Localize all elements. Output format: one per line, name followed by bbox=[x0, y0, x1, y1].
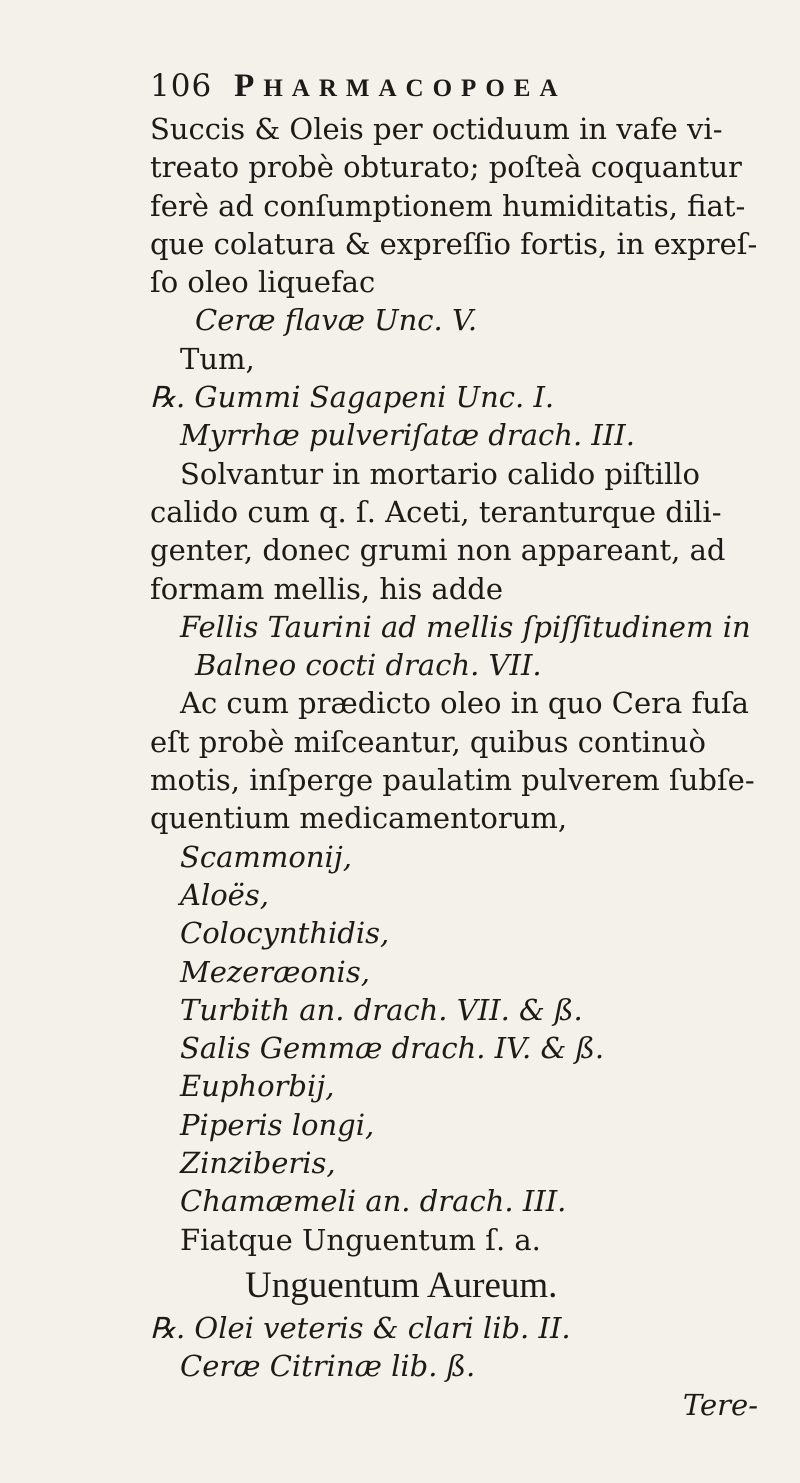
ingredient-line: Colocynthidis, bbox=[180, 916, 390, 951]
text-line: quentium medicamentorum, bbox=[150, 801, 568, 836]
catchword: Tere- bbox=[682, 1387, 758, 1422]
section-title: Unguentum Aureum. bbox=[245, 1264, 558, 1306]
recipe-line: ℞. Olei veteris & clari lib. II. bbox=[150, 1310, 571, 1345]
ingredient-line: Chamæmeli an. drach. III. bbox=[180, 1184, 567, 1219]
ingredient-line: Ceræ flavæ Unc. V. bbox=[195, 303, 478, 338]
text-line: Fiatque Unguentum ſ. a. bbox=[180, 1222, 541, 1257]
text-line: Tum, bbox=[180, 341, 255, 376]
ingredient-line: Euphorbij, bbox=[180, 1069, 335, 1104]
ingredient-line: Salis Gemmæ drach. IV. & ß. bbox=[180, 1031, 605, 1066]
text-line: treato probè obturato; poſteà coquantur bbox=[150, 150, 742, 185]
text-line: ſo oleo liquefac bbox=[150, 265, 376, 300]
text-line: formam mellis, his adde bbox=[150, 571, 503, 606]
running-head-initial: P bbox=[234, 68, 264, 104]
ingredient-line: Zinziberis, bbox=[180, 1146, 336, 1181]
ingredient-line: Piperis longi, bbox=[180, 1107, 375, 1142]
ingredient-line: Scammonij, bbox=[180, 839, 353, 874]
ingredient-line: Turbith an. drach. VII. & ß. bbox=[180, 992, 583, 1027]
ingredient-line: Aloës, bbox=[180, 877, 269, 912]
running-head bbox=[234, 62, 566, 113]
ingredient-line: Balneo cocti drach. VII. bbox=[195, 648, 542, 683]
text-line: ferè ad conſumptionem humiditatis, fiat- bbox=[150, 188, 746, 223]
text-line: Succis & Oleis per octiduum in vafe vi- bbox=[150, 112, 723, 146]
text-line: calido cum q. ſ. Aceti, teranturque dili- bbox=[150, 494, 722, 529]
text-line: Solvantur in mortario calido piſtillo bbox=[180, 456, 700, 491]
ingredient-line: Myrrhæ pulveriſatæ drach. III. bbox=[180, 418, 635, 453]
ingredient-line: Mezeræonis, bbox=[180, 954, 370, 989]
page-header bbox=[150, 62, 760, 110]
running-head-small-caps: HARMACOPOEA bbox=[263, 75, 567, 102]
text-line: genter, donec grumi non appareant, ad bbox=[150, 533, 726, 568]
ingredient-line: Fellis Taurini ad mellis ſpiſſitudinem in bbox=[180, 609, 751, 644]
text-line: eſt probè miſceantur, quibus continuò bbox=[150, 724, 706, 759]
recipe-line: ℞. Gummi Sagapeni Unc. I. bbox=[150, 380, 555, 415]
page-number: 106 bbox=[150, 68, 213, 104]
text-line: motis, inſperge paulatim pulverem ſubſe- bbox=[150, 763, 755, 798]
ingredient-line: Ceræ Citrinæ lib. ß. bbox=[180, 1349, 476, 1384]
catchword-line bbox=[150, 1386, 760, 1424]
text-line: Ac cum prædicto oleo in quo Cera fuſa bbox=[180, 686, 749, 721]
text-line: que colatura & expreſſio fortis, in expreſ- bbox=[150, 226, 758, 261]
